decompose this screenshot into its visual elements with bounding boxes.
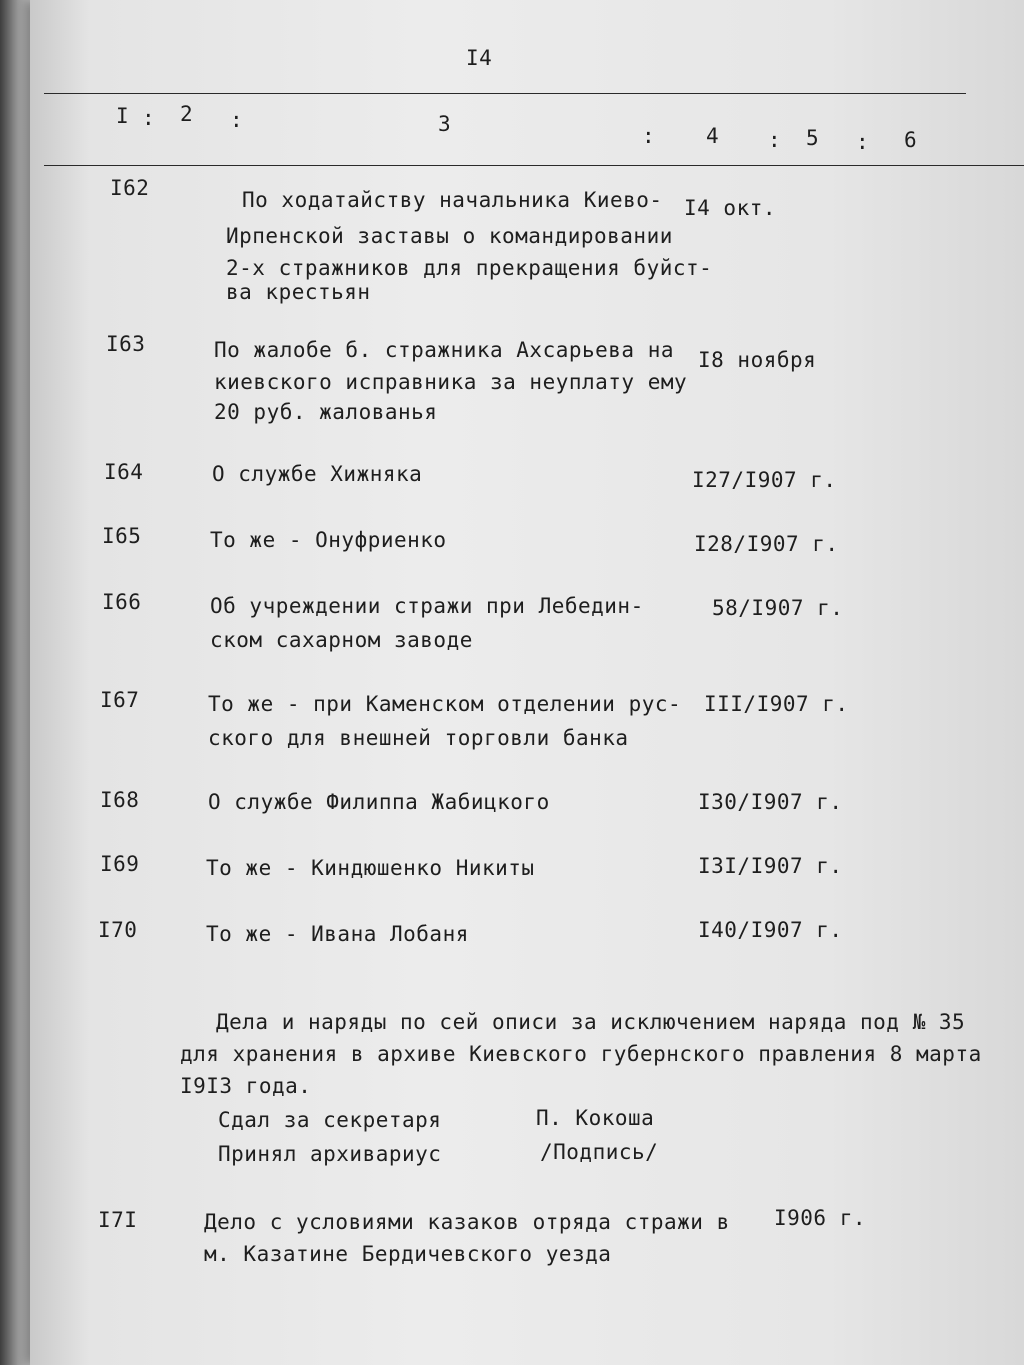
entry-number: I64 bbox=[104, 460, 144, 484]
entry-description-line: То же - Онуфриенко bbox=[210, 528, 447, 552]
entry-description-line: То же - при Каменском отделении рус- bbox=[208, 692, 682, 716]
col-2-label: 2 bbox=[180, 102, 194, 126]
col-5-label: 5 bbox=[806, 126, 820, 150]
closing-line: для хранения в архиве Киевского губернского правления 8 марта bbox=[180, 1042, 982, 1066]
entry-date: 58/I907 г. bbox=[712, 596, 844, 620]
handed-over-label: Сдал за секретаря bbox=[218, 1108, 442, 1132]
entry-number: I67 bbox=[100, 688, 140, 712]
entry-number: I69 bbox=[100, 852, 140, 876]
entry-description-line: О службе Хижняка bbox=[212, 462, 423, 486]
entry-number: I63 bbox=[106, 332, 146, 356]
col-separator: : bbox=[768, 128, 782, 152]
entry-description-line: О службе Филиппа Жабицкого bbox=[208, 790, 550, 814]
entry-date: I4 окт. bbox=[684, 196, 777, 220]
col-3-label: 3 bbox=[438, 112, 452, 136]
col-4-label: 4 bbox=[706, 124, 720, 148]
entry-number: I68 bbox=[100, 788, 140, 812]
entry-date: I906 г. bbox=[774, 1206, 867, 1230]
entry-description-line: 2-х стражников для прекращения буйст- bbox=[226, 256, 713, 280]
document-page bbox=[30, 0, 1024, 1365]
col-6-label: 6 bbox=[904, 128, 918, 152]
col-separator: : bbox=[642, 124, 656, 148]
entry-description-line: ском сахарном заводе bbox=[210, 628, 473, 652]
entry-description-line: Об учреждении стражи при Лебедин- bbox=[210, 594, 644, 618]
entry-date: I8 ноября bbox=[698, 348, 817, 372]
col-1-label: I bbox=[116, 104, 130, 128]
col-separator: : bbox=[856, 130, 870, 154]
entry-date: I3I/I907 г. bbox=[698, 854, 843, 878]
page-number: I4 bbox=[466, 46, 493, 70]
entry-description-line: ского для внешней торговли банка bbox=[208, 726, 629, 750]
entry-description-line: киевского исправника за неуплату ему bbox=[214, 370, 688, 394]
handed-over-name: П. Кокоша bbox=[536, 1106, 655, 1130]
entry-date: I28/I907 г. bbox=[694, 532, 839, 556]
entry-description-line: По жалобе б. стражника Ахсарьева на bbox=[214, 338, 675, 362]
entry-number: I65 bbox=[102, 524, 142, 548]
entry-description-line: То же - Киндюшенко Никиты bbox=[206, 856, 535, 880]
entry-description-line: Дело с условиями казаков отряда стражи в bbox=[204, 1210, 730, 1234]
entry-date: I27/I907 г. bbox=[692, 468, 837, 492]
col-separator: : bbox=[142, 106, 156, 130]
header-bottom-rule bbox=[44, 165, 1024, 166]
entry-number: I66 bbox=[102, 590, 142, 614]
entry-date: III/I907 г. bbox=[704, 692, 849, 716]
entry-number: I70 bbox=[98, 918, 138, 942]
received-label: Принял архивариус bbox=[218, 1142, 442, 1166]
entry-description-line: м. Казатине Бердичевского уезда bbox=[204, 1242, 612, 1266]
entry-description-line: По ходатайству начальника Киево- bbox=[242, 188, 663, 212]
col-separator: : bbox=[230, 108, 244, 132]
header-top-rule bbox=[44, 93, 966, 94]
entry-description-line: 20 руб. жалованья bbox=[214, 400, 438, 424]
scan-edge bbox=[0, 0, 30, 1365]
received-signature: /Подпись/ bbox=[540, 1140, 659, 1164]
entry-description-line: То же - Ивана Лобаня bbox=[206, 922, 469, 946]
entry-number: I62 bbox=[110, 176, 150, 200]
entry-description-line: Ирпенской заставы о командировании bbox=[226, 224, 673, 248]
entry-number: I7I bbox=[98, 1208, 138, 1232]
entry-description-line: ва крестьян bbox=[226, 280, 371, 304]
closing-line: I9I3 года. bbox=[180, 1074, 312, 1098]
closing-line: Дела и наряды по сей описи за исключением наряда под № 35 bbox=[216, 1010, 966, 1034]
entry-date: I40/I907 г. bbox=[698, 918, 843, 942]
entry-date: I30/I907 г. bbox=[698, 790, 843, 814]
